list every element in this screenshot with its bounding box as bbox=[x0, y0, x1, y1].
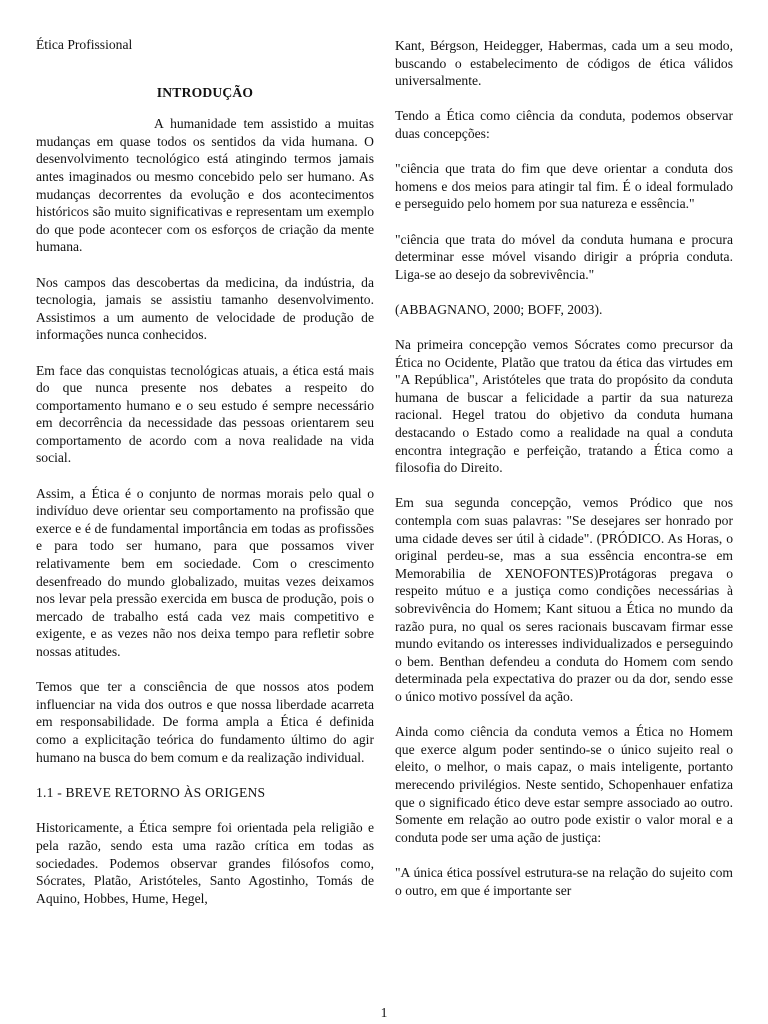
paragraph: Em sua segunda concepção, vemos Pródico que nos contempla com suas palavras: "Se desejares ser honrado por uma cidade deves ser útil à cidade". (PRÓDICO. As Horas, o original perdeu-se, mas a sua essência encontra-se em Memorabilia de XENOFONTES)Protágoras pregava o respeito mútuo e a justiça como condições necessárias à sobrevivência do Homem; Kant situou a Ética no mundo da razão pura, no qual os seres racionais buscavam firmar esse mundo evitando os interesses individualizados e perseguindo o bem. Benthan defendeu a conduta do Homem com sendo determinada pela expectativa do prazer ou da dor, sendo esse o único motivo possível da ação. bbox=[395, 495, 733, 704]
paragraph: Assim, a Ética é o conjunto de normas morais pelo qual o indivíduo deve orientar seu comportamento na profissão que exerce e é de fundamental importância em todas as profissões e para todo ser humano, para que possamos viver relativamente bem em sociedade. Com o crescimento desenfreado do mundo globalizado, muitas vezes deixamos nos levar pela pressão exercida em busca de produção, pois o mercado de trabalho está cada vez mais competitivo e exigente, e as vezes não nos deixa tempo para refletir sobre nossas atitudes. bbox=[36, 485, 374, 659]
right-column bbox=[395, 37, 733, 917]
left-column bbox=[36, 36, 374, 925]
quote: "ciência que trata do fim que deve orientar a conduta dos homens e dos meios para atingir tal fim. É o ideal formulado e perseguido pelo homem por sua natureza e essência." bbox=[395, 161, 733, 212]
document-title: Ética Profissional bbox=[36, 37, 133, 52]
paragraph: Kant, Bérgson, Heidegger, Habermas, cada um a seu modo, buscando o estabelecimento de códigos de ética válidos universalmente. bbox=[395, 38, 733, 89]
paragraph: A humanidade tem assistido a muitas mudanças em quase todos os sentidos da vida humana. O desenvolvimento tecnológico está atingindo termos jamais antes imaginados ou mesmo concebido pelo ser humano. As mudanças decorrentes da evolução e dos acontecimentos históricos são muito significativas e representam um exemplo do que pode acontecer com os esforços de criação da mente humana. bbox=[36, 116, 374, 255]
page-number: 1 bbox=[380, 1005, 388, 1020]
quote: "A única ética possível estrutura-se na relação do sujeito com o outro, em que é importante ser bbox=[395, 864, 733, 898]
paragraph: Tendo a Ética como ciência da conduta, podemos observar duas concepções: bbox=[395, 108, 733, 141]
paragraph: Nos campos das descobertas da medicina, da indústria, da tecnologia, jamais se assistiu tamanho desenvolvimento. Assistimos a um aumento de velocidade de produção de informações nunca conhecidos. bbox=[36, 274, 374, 343]
citation: (ABBAGNANO, 2000; BOFF, 2003). bbox=[395, 301, 603, 317]
paragraph: Historicamente, a Ética sempre foi orientada pela religião e pela razão, sendo esta uma razão crítica em todas as sociedades. Podemos observar grandes filósofos como, Sócrates, Platão, Aristóteles, Santo Agostinho, Tomás de Aquino, Hobbes, Hume, Hegel, bbox=[36, 820, 374, 906]
paragraph: Ainda como ciência da conduta vemos a Ética no Homem que exerce algum poder sentindo-se o único sujeito real o eleito, o melhor, o mais capaz, o mais inteligente, portanto merecendo privilégios. Neste sentido, Schopenhauer enfatiza que o significado ético deve estar sempre associado ao outro. Somente em relação ao outro pode existir o valor moral e a conduta pode ser uma ação de justiça: bbox=[395, 724, 733, 845]
paragraph: Na primeira concepção vemos Sócrates como precursor da Ética no Ocidente, Platão que tratou da ética das virtudes em "A República", Aristóteles que trata do propósito da conduta humana de buscar a felicidade a partir da sua natureza racional. Hegel tratou do objetivo da conduta humana destacando o Estado como a realidade na qual a conduta encontra integração e perfeição, tratando a Ética como a filosofia do Direito. bbox=[395, 337, 733, 476]
introduction-heading: INTRODUÇÃO bbox=[156, 84, 254, 100]
section-heading: 1.1 - BREVE RETORNO ÀS ORIGENS bbox=[36, 784, 266, 800]
paragraph: Temos que ter a consciência de que nossos atos podem influenciar na vida dos outros e que nossa liberdade acarreta em responsabilidade. De forma ampla a Ética é definida como a explicitação teórica do fundamento último do agir humano na busca do bem comum e da realização individual. bbox=[36, 679, 374, 765]
quote: "ciência que trata do móvel da conduta humana e procura determinar esse móvel visando dirigir a própria conduta. Liga-se ao desejo da sobrevivência." bbox=[395, 231, 733, 282]
paragraph: Em face das conquistas tecnológicas atuais, a ética está mais do que nunca presente nos debates a respeito do comportamento humano e o seu estudo é sempre necessário em decorrência da necessidade das pessoas orientarem seu comportamento de acordo com a nova realidade na vida social. bbox=[36, 362, 374, 466]
